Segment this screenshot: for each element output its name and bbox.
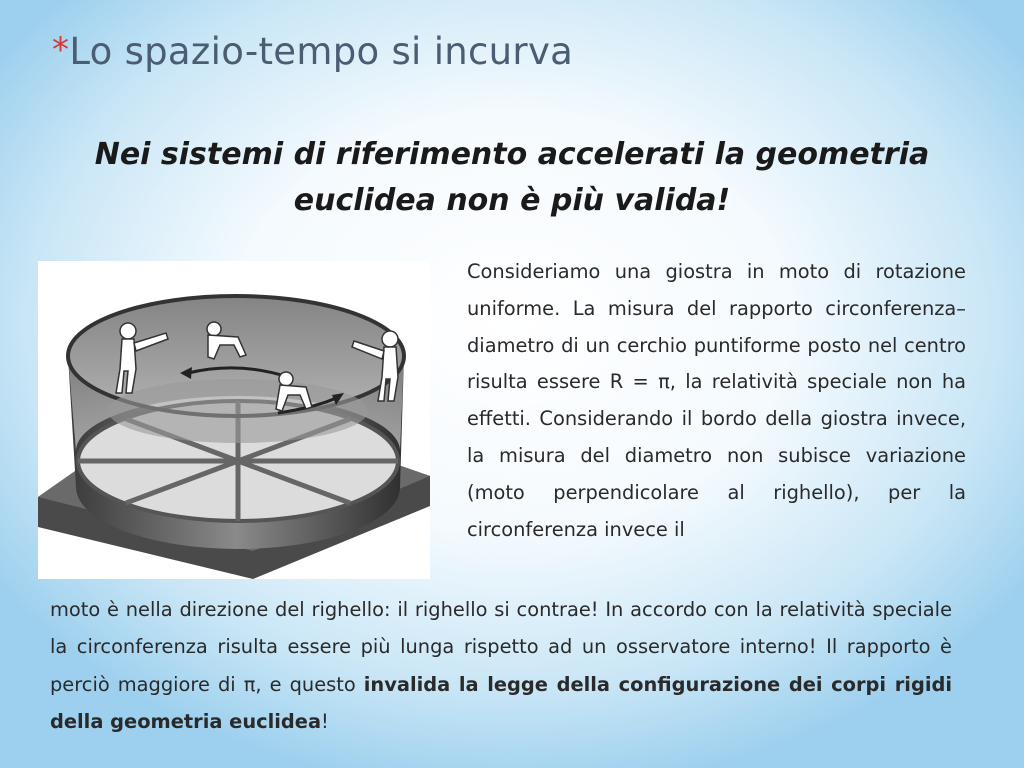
paragraph-bottom-text: moto è nella direzione del righello: il righello si contrae! In accordo con la relatività speciale la circonferenza risulta essere più lunga rispetto ad un osservatore interno! Il rapporto è perciò maggiore di π, e questo — [50, 598, 952, 696]
paragraph-bottom — [50, 591, 952, 740]
slide-subtitle: Nei sistemi di riferimento accelerati la geometria euclidea non è più valida! — [94, 137, 930, 218]
slide-title — [52, 30, 573, 73]
slide-title-text: Lo spazio-tempo si incurva — [69, 30, 574, 73]
title-marker: * — [52, 30, 70, 70]
paragraph-bottom-emphasis: invalida la legge della configurazione dei corpi rigidi della geometria euclidea — [50, 672, 952, 733]
paragraph-side: Consideriamo una giostra in moto di rotazione uniforme. La misura del rapporto circonferenza–diametro di un cerchio puntiforme posto nel centro risulta essere R = π, la relatività speciale non ha effetti. Considerando il bordo della giostra invece, la misura del diametro non subisce variazione (moto perpendicolare al righello), per la circonferenza invece il — [467, 260, 966, 541]
paragraph-bottom-end: ! — [321, 709, 329, 733]
merry-go-round-figure — [38, 261, 430, 579]
